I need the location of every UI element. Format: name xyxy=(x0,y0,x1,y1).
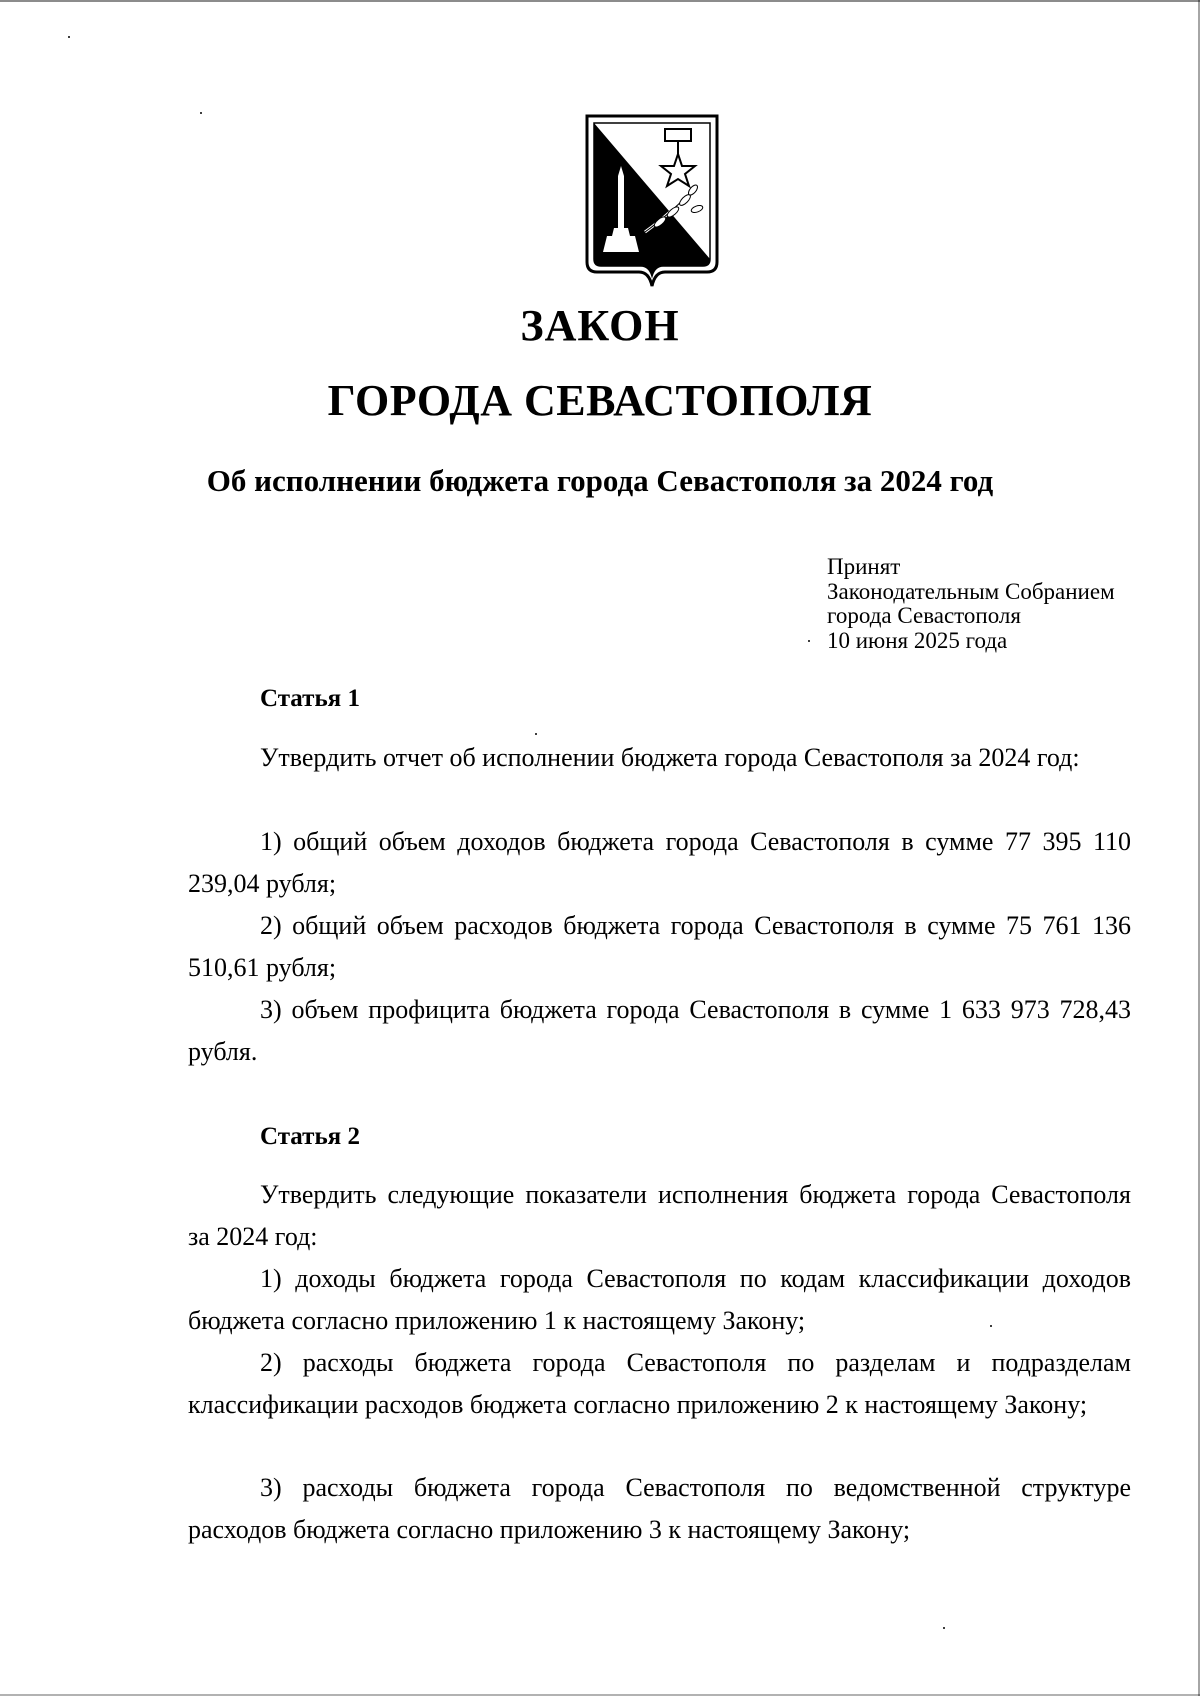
article-1-item-3 xyxy=(188,989,1131,1072)
article-2-intro xyxy=(188,1174,1131,1257)
scan-speck xyxy=(68,36,70,38)
scan-speck xyxy=(808,640,810,642)
paragraph-text: Утвердить следующие показатели исполнения бюджета города Севастополя за 2024 год: xyxy=(188,1180,1131,1251)
document-title: ЗАКОН xyxy=(520,301,680,350)
article-2-item-2 xyxy=(188,1342,1131,1425)
scan-edge-top xyxy=(0,0,1200,2)
paragraph-text: 1) доходы бюджета города Севастополя по кодам классификации доходов бюджета согласно приложению 1 к настоящему Закону; xyxy=(188,1264,1131,1335)
article-1-heading: Статья 1 xyxy=(260,685,360,712)
scan-speck xyxy=(943,1627,945,1629)
paragraph-text: 2) расходы бюджета города Севастополя по разделам и подразделам классификации расходов бюджета согласно приложению 2 к настоящему Закону; xyxy=(188,1348,1131,1419)
article-2-item-1 xyxy=(188,1258,1131,1341)
document-title-city: ГОРОДА СЕВАСТОПОЛЯ xyxy=(327,376,873,425)
article-1-item-1 xyxy=(188,821,1131,904)
paragraph-text: 3) расходы бюджета города Севастополя по ведомственной структуре расходов бюджета согласно приложению 3 к настоящему Закону; xyxy=(188,1473,1131,1544)
paragraph-text: 3) объем профицита бюджета города Севастополя в сумме 1 633 973 728,43 рубля. xyxy=(188,995,1131,1066)
scan-speck xyxy=(990,1325,992,1327)
article-1-item-2 xyxy=(188,905,1131,988)
adoption-line: Принят xyxy=(827,554,901,579)
adoption-line: города Севастополя xyxy=(827,603,1021,628)
scan-speck xyxy=(535,733,537,735)
adoption-line: Законодательным Собранием xyxy=(827,578,1115,604)
article-1-intro xyxy=(188,737,1131,779)
paragraph-text: 2) общий объем расходов бюджета города Севастополя в сумме 75 761 136 510,61 рубля; xyxy=(188,911,1131,982)
adoption-note xyxy=(827,555,1115,653)
document-subtitle: Об исполнении бюджета города Севастополя за 2024 год xyxy=(206,463,994,498)
coat-of-arms-icon xyxy=(585,114,719,290)
scan-speck xyxy=(200,112,202,114)
adoption-date: 10 июня 2025 года xyxy=(827,627,1008,653)
article-2-heading: Статья 2 xyxy=(260,1123,360,1150)
article-2-item-3 xyxy=(188,1467,1131,1550)
paragraph-text: Утвердить отчет об исполнении бюджета города Севастополя за 2024 год: xyxy=(260,743,1080,772)
paragraph-text: 1) общий объем доходов бюджета города Севастополя в сумме 77 395 110 239,04 рубля; xyxy=(188,827,1131,898)
